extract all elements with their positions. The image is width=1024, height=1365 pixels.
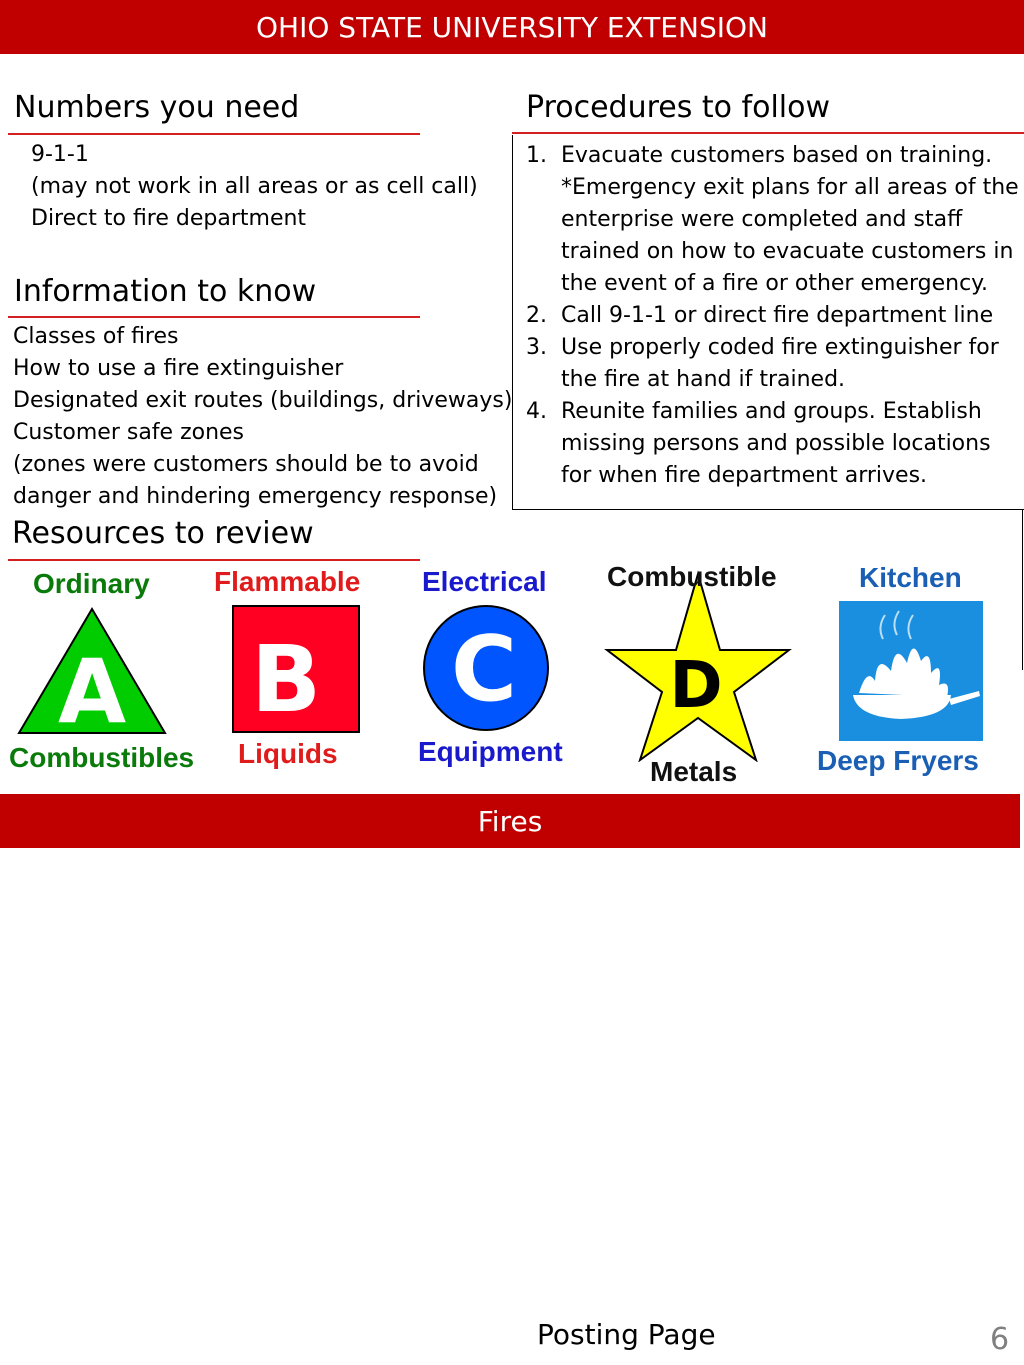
- numbers-line: (may not work in all areas or as cell call): [31, 174, 478, 199]
- information-line: Designated exit routes (buildings, driveways): [13, 388, 513, 413]
- procedure-item: [522, 300, 1022, 332]
- fires-banner: [0, 794, 1020, 848]
- procedure-line: Call 9-1-1 or direct fire department line: [561, 303, 994, 328]
- procedure-item: [522, 396, 1022, 492]
- class-c-top-label: Electrical: [422, 566, 547, 597]
- class-k-top-label: Kitchen: [859, 562, 962, 593]
- class-a-top-label: Ordinary: [33, 568, 150, 599]
- information-line: How to use a fire extinguisher: [13, 356, 344, 381]
- procedure-item: [522, 332, 1022, 396]
- fires-banner-label: Fires: [477, 804, 543, 838]
- information-heading: Information to know: [14, 274, 317, 309]
- procedures-rule: [512, 132, 1024, 134]
- class-d-letter: D: [669, 649, 723, 723]
- top-banner: [0, 0, 1024, 54]
- numbers-text: [31, 139, 478, 235]
- page-number: 6: [990, 1322, 1010, 1357]
- procedure-number: 4.: [526, 399, 547, 424]
- procedures-list: [522, 140, 1022, 492]
- procedure-line: for when fire department arrives.: [561, 463, 928, 488]
- footer-label: Posting Page: [537, 1318, 716, 1351]
- class-d-star-icon: [604, 570, 792, 762]
- numbers-heading: Numbers you need: [14, 90, 300, 125]
- information-rule: [8, 316, 420, 318]
- class-b-top-label: Flammable: [214, 566, 361, 597]
- class-d-bottom-label: Metals: [650, 756, 738, 787]
- information-line: (zones were customers should be to avoid: [13, 452, 479, 477]
- procedures-box-edge: [1022, 510, 1023, 670]
- numbers-rule: [8, 133, 420, 135]
- procedure-number: 3.: [526, 335, 547, 360]
- class-k-bottom-label: Deep Fryers: [817, 745, 979, 776]
- class-c-bottom-label: Equipment: [418, 736, 563, 767]
- class-c-letter: C: [450, 617, 518, 722]
- procedure-line: the event of a fire or other emergency.: [561, 271, 989, 296]
- procedure-line: trained on how to evacuate customers in: [561, 239, 1014, 264]
- information-line: danger and hindering emergency response): [13, 484, 498, 509]
- procedure-line: enterprise were completed and staff: [561, 207, 963, 232]
- resources-rule: [8, 559, 420, 561]
- procedure-line: Evacuate customers based on training.: [561, 143, 993, 168]
- information-line: Customer safe zones: [13, 420, 245, 445]
- procedures-heading: Procedures to follow: [526, 90, 831, 125]
- procedure-line: Use properly coded fire extinguisher for: [561, 335, 999, 360]
- class-c-circle-icon: [421, 603, 551, 733]
- procedure-number: 1.: [526, 143, 547, 168]
- class-b-square-icon: [232, 605, 360, 733]
- procedure-line: *Emergency exit plans for all areas of the: [561, 175, 1019, 200]
- numbers-line: Direct to fire department: [31, 206, 307, 231]
- procedure-line: Reunite families and groups. Establish: [561, 399, 982, 424]
- class-b-bottom-label: Liquids: [238, 738, 338, 769]
- kitchen-fryer-fire-icon: [839, 601, 983, 741]
- procedure-line: the fire at hand if trained.: [561, 367, 846, 392]
- class-a-triangle-icon: [16, 606, 168, 736]
- procedure-item: [522, 140, 1022, 300]
- class-d-top-label: Combustible: [607, 561, 777, 592]
- class-b-letter: B: [250, 626, 322, 733]
- numbers-line: 9-1-1: [31, 142, 89, 167]
- information-line: Classes of fires: [13, 324, 179, 349]
- information-text: [13, 321, 512, 513]
- class-a-letter: A: [57, 640, 127, 736]
- resources-heading: Resources to review: [12, 516, 314, 551]
- procedure-number: 2.: [526, 303, 547, 328]
- procedure-line: missing persons and possible locations: [561, 431, 991, 456]
- banner-title: OHIO STATE UNIVERSITY EXTENSION: [256, 10, 768, 44]
- class-a-bottom-label: Combustibles: [9, 742, 195, 773]
